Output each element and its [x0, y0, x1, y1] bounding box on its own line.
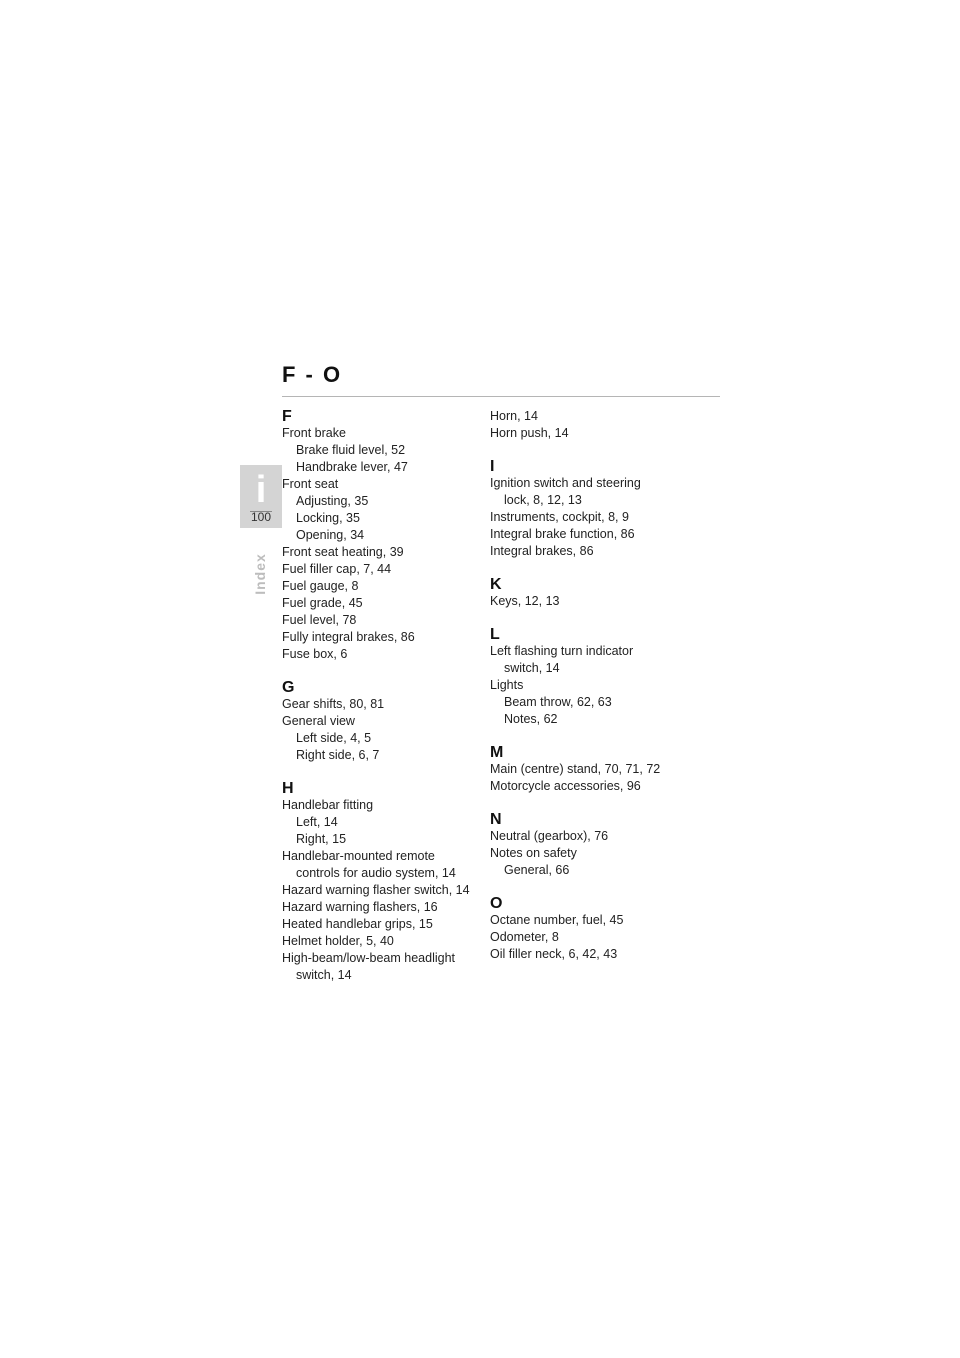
index-entry: Front brake	[282, 426, 346, 440]
index-entry: Handlebar-mounted remote	[282, 849, 435, 863]
index-subentry: Handbrake lever, 47	[296, 460, 408, 474]
index-subentry: Adjusting, 35	[296, 494, 369, 508]
index-entry: Front seat heating, 39	[282, 545, 404, 559]
index-entry: Keys, 12, 13	[490, 594, 560, 608]
heading-divider	[282, 396, 720, 397]
index-subentry: Left side, 4, 5	[296, 731, 372, 745]
index-section	[490, 408, 720, 442]
chapter-label: Index	[252, 553, 268, 595]
index-entry: Fuel level, 78	[282, 613, 357, 627]
index-section	[490, 895, 720, 963]
index-entry: Motorcycle accessories, 96	[490, 779, 641, 793]
index-subentry: controls for audio system, 14	[296, 866, 456, 880]
index-entry: Neutral (gearbox), 76	[490, 829, 609, 843]
section-letter: I	[490, 458, 495, 475]
index-section	[490, 744, 720, 795]
index-subentry: Left, 14	[296, 815, 338, 829]
index-entry: Hazard warning flashers, 16	[282, 900, 438, 914]
section-letter: H	[282, 780, 294, 797]
index-entry: Integral brake function, 86	[490, 527, 635, 541]
index-entry: Notes on safety	[490, 846, 577, 860]
index-subentry: Beam throw, 62, 63	[504, 695, 612, 709]
index-entry: General view	[282, 714, 355, 728]
index-section	[490, 458, 720, 560]
index-section	[282, 780, 482, 984]
index-entry: Instruments, cockpit, 8, 9	[490, 510, 629, 524]
index-entry: Helmet holder, 5, 40	[282, 934, 394, 948]
index-entry: Oil filler neck, 6, 42, 43	[490, 947, 618, 961]
index-section	[490, 811, 720, 879]
index-section	[490, 576, 720, 610]
index-section	[282, 408, 482, 663]
index-entry: Fuel filler cap, 7, 44	[282, 562, 392, 576]
section-letter: O	[490, 895, 503, 912]
index-subentry: Right, 15	[296, 832, 347, 846]
index-entry: Horn, 14	[490, 409, 538, 423]
index-tab	[240, 465, 282, 528]
index-entry: Fuel grade, 45	[282, 596, 363, 610]
index-subentry: Opening, 34	[296, 528, 365, 542]
section-letter: F	[282, 408, 292, 425]
index-entry: Odometer, 8	[490, 930, 559, 944]
index-entry: Lights	[490, 678, 524, 692]
index-entry: Octane number, fuel, 45	[490, 913, 624, 927]
section-letter: L	[490, 626, 500, 643]
section-letter: M	[490, 744, 504, 761]
info-icon: i	[255, 469, 267, 511]
index-subentry: Locking, 35	[296, 511, 360, 525]
index-entry: Left flashing turn indicator	[490, 644, 634, 658]
index-subentry: Right side, 6, 7	[296, 748, 380, 762]
page-number: 100	[250, 510, 272, 524]
index-entry: Main (centre) stand, 70, 71, 72	[490, 762, 661, 776]
index-entry: High-beam/low-beam headlight	[282, 951, 456, 965]
index-entry: Heated handlebar grips, 15	[282, 917, 433, 931]
index-entry: Fuel gauge, 8	[282, 579, 359, 593]
index-entry: Horn push, 14	[490, 426, 569, 440]
index-entry: Integral brakes, 86	[490, 544, 594, 558]
index-subentry: General, 66	[504, 863, 570, 877]
index-entry: Handlebar fitting	[282, 798, 374, 812]
index-subentry: lock, 8, 12, 13	[504, 493, 582, 507]
index-subentry: switch, 14	[296, 968, 352, 982]
section-letter: G	[282, 679, 295, 696]
index-subentry: switch, 14	[504, 661, 560, 675]
index-subentry: Brake fluid level, 52	[296, 443, 406, 457]
index-column-left	[282, 408, 482, 984]
index-entry: Hazard warning flasher switch, 14	[282, 883, 470, 897]
index-subentry: Notes, 62	[504, 712, 558, 726]
index-entry: Fully integral brakes, 86	[282, 630, 415, 644]
index-section	[490, 626, 720, 728]
section-letter: N	[490, 811, 502, 828]
index-section	[282, 679, 482, 764]
index-entry: Front seat	[282, 477, 339, 491]
section-letter: K	[490, 576, 502, 593]
index-entry: Gear shifts, 80, 81	[282, 697, 385, 711]
index-column-right	[490, 408, 720, 963]
page-title: F - O	[282, 362, 343, 387]
index-entry: Fuse box, 6	[282, 647, 348, 661]
index-entry: Ignition switch and steering	[490, 476, 641, 490]
